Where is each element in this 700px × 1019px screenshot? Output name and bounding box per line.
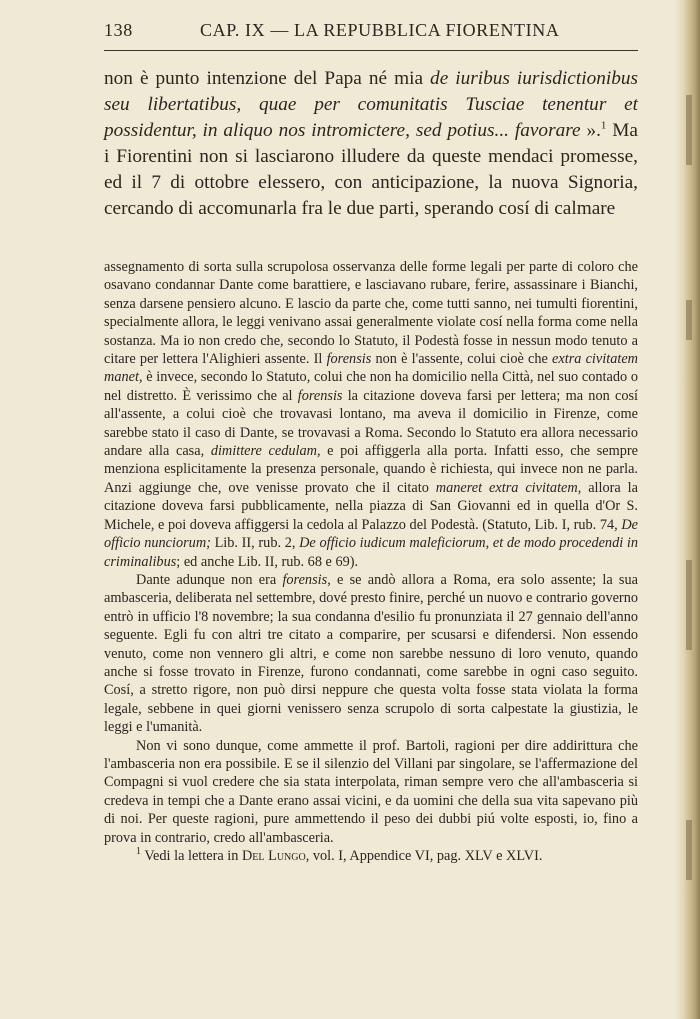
note-italic: forensis xyxy=(326,351,372,368)
header-rule xyxy=(104,50,638,51)
note-run: , e poi affiggerla alla porta. Infatti esso, che sempre menziona esplicitamente la presenza personale, quando è richiesta, qui invece non ne parla. Anzi aggiunge che, ove venisse provato che il citato xyxy=(104,443,638,496)
edge-stain xyxy=(686,560,692,650)
page-number: 138 xyxy=(104,20,133,40)
main-text-latin-quote: de iuribus iurisdictionibus seu libertatibus, quae per comunitatis Tusciae tenentur et possidentur, in aliquo nos intromictere, sed potius... favorare xyxy=(104,68,638,141)
footnote-run: Vedi la lettera in xyxy=(141,848,242,864)
running-title: CAP. IX — LA REPUBBLICA FIORENTINA xyxy=(200,20,560,40)
main-text xyxy=(104,66,638,222)
note-run: , e se andò allora a Roma, era solo assente; la sua ambasceria, deliberata nel settembre, dové presto finire, perché un nuovo e contrario governo entrò in ufficio l'8 novembre; la sua condanna d'esilio fu pronunziata il 27 gennaio dell'anno seguente. Egli fu con altri tre citato a comparire, per scusarsi e difendersi. Non essendo venuto, come non vennero gli altri, e come non sarebbe nessuno di loro venuto, quando anche si fosse trovato in Firenze, furono condannati, come sarebbe in ogni caso seguito. Cosí, a stretto rigore, non può dirsi neppure che questa volta fosse stata violata la forma legale, sebbene in quei giorni venissero senza scrupolo di sorta calpestate la giustizia, le leggi e l'umanità. xyxy=(104,571,638,736)
note-paragraph xyxy=(104,571,638,737)
edge-stain xyxy=(686,300,692,340)
note-italic: dimittere cedulam xyxy=(210,443,317,460)
note-italic: maneret extra civitatem xyxy=(435,479,578,496)
note-run: Dante adunque non era xyxy=(136,571,283,588)
note-italic: extra civitatem manet xyxy=(104,351,638,386)
note-run: la citazione doveva farsi per lettera; ma non cosí all'assente, a colui cioè che trovavasi lontano, ma aveva il domicilio in Firenze, come sarebbe stato il caso di Dante, se trovavasi a Roma. Secondo lo Statuto era allora necessario andare alla casa, xyxy=(104,387,638,460)
note-italic: De officio iudicum maleficiorum, et de modo procedendi in criminalibus xyxy=(104,535,638,570)
edge-stain xyxy=(686,820,692,880)
running-header xyxy=(104,20,640,46)
page-edge-shadow xyxy=(674,0,700,1019)
note-paragraph: Non vi sono dunque, come ammette il prof. Bartoli, ragioni per dire addirittura che l'ambasceria non era possibile. E se il silenzio del Villani par singolare, se l'affermazione del Compagni si vuol credere che sia stata interpolata, riman sempre vero che all'ambasceria si credeva in tempi che a Dante erano assai vicini, e da uomini che della sua vita sapevano più di noi. Per queste ragioni, pure ammettendo il peso dei dubbi piú volte esposti, io, fino a prova in contrario, credo all'ambasceria. xyxy=(104,737,638,846)
note-run: , è invece, secondo lo Statuto, colui che non ha domicilio nella Città, nel suo contado o nel distretto. È verissimo che al xyxy=(104,369,638,404)
footnote-run: , vol. I, Appendice VI, pag. XLV e XLVI. xyxy=(305,848,543,864)
note-run: ; ed anche Lib. II, rub. 68 e 69). xyxy=(176,553,359,570)
note-italic: forensis xyxy=(282,571,328,588)
note-paragraph xyxy=(104,258,638,571)
note-run: , allora la citazione doveva farsi pubblicamente, nella piazza di San Giovanni ed in quella d'Or S. Michele, e poi doveva affiggersi la cedola al Palazzo del Podestà. (Statuto, Lib. I, rub. 74, xyxy=(104,479,638,533)
footnote-author: Del Lungo xyxy=(241,848,306,864)
main-text-run: non è punto intenzione del Papa né mia xyxy=(104,68,431,89)
note-run: non è l'assente, colui cioè che xyxy=(371,351,553,368)
edge-stain xyxy=(686,95,692,165)
main-text-run: Ma i Fiorentini non si lasciarono illudere da queste mendaci promesse, ed il 7 di ottobre elessero, con anticipazione, la nuova Signoria, cercando di accomunarla fra le due parti, sperando cosí di calmare xyxy=(104,120,638,219)
note-italic: De officio nunciorum; xyxy=(104,516,638,552)
note-italic: forensis xyxy=(297,387,343,404)
note-run: assegnamento di sorta sulla scrupolosa osservanza delle forme legali per parte di coloro che osavano condannar Dante come barattiere, e lasciavano rubare, ferire, assassinare i Bianchi, senza darsene pensiero alcuno. E lascio da parte che, come tutti sanno, nei tumulti fiorentini, specialmente allora, le leggi venivano assai generalmente violate cosí nella forma come nella sostanza. Ma io non credo che, secondo lo Statuto, il Podestà fosse in nessun modo tenuto a citare per lettera l'Alighieri assente. Il xyxy=(104,259,638,368)
note-text xyxy=(104,258,638,865)
note-run: Lib. II, rub. 2, xyxy=(210,535,300,552)
main-text-run: ». xyxy=(580,120,601,141)
footnote-reference: 1 xyxy=(600,119,607,132)
footnote xyxy=(104,847,638,865)
footnote-number: 1 xyxy=(136,846,141,858)
